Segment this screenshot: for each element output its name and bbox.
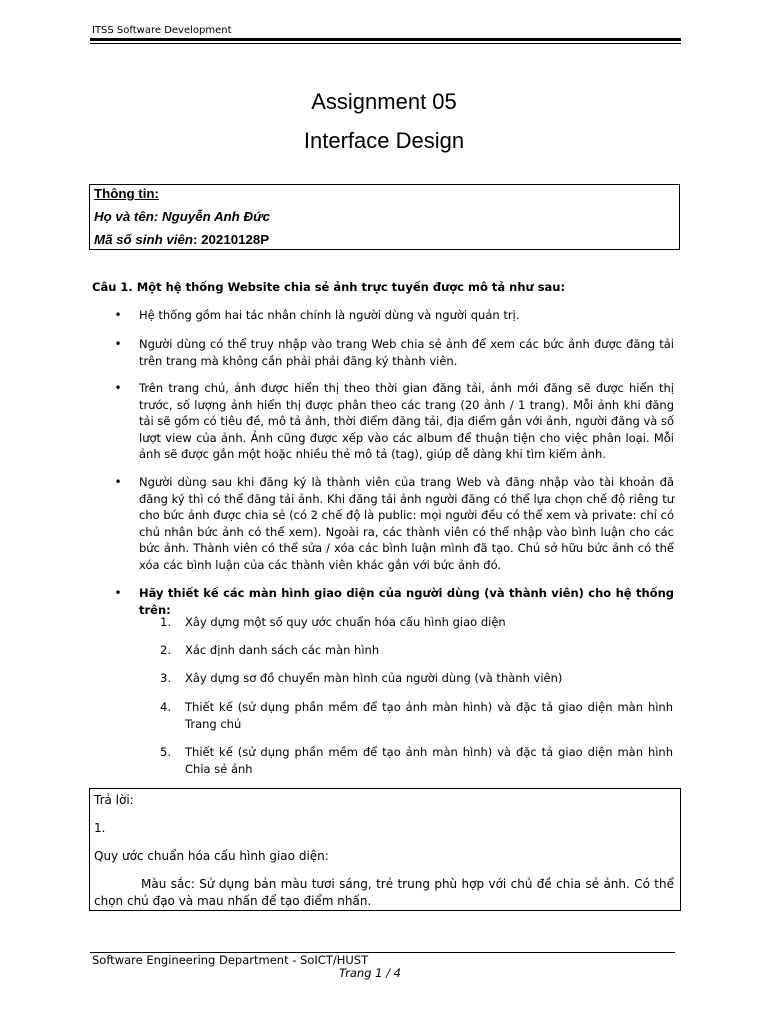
- bullet-marker: •: [114, 475, 122, 489]
- footer-department: Software Engineering Department - SoICT/HUST: [92, 953, 369, 967]
- task-item-2: Xác định danh sách các màn hình: [185, 643, 380, 657]
- info-heading: Thông tin:: [94, 186, 159, 201]
- bullet-item-2: Người dùng có thể truy nhập vào trang Web chia sẻ ảnh để xem các bức ảnh được đăng tải trên trang mà không cần phải phải đăng ký thành viên.: [139, 337, 674, 368]
- answer-subheading: Quy ước chuẩn hóa cấu hình giao diện:: [94, 849, 329, 863]
- question-heading: Câu 1. Một hệ thống Website chia sẻ ảnh trực tuyến được mô tả như sau:: [92, 280, 566, 294]
- student-id-value: : 20210128P: [193, 232, 270, 247]
- student-name-line: [94, 209, 270, 224]
- bullet-marker: •: [114, 586, 122, 600]
- bullet-item-4: Người dùng sau khi đăng ký là thành viên của trang Web và đăng nhập vào tài khoản đã đăng ký thì có thể đăng tải ảnh. Khi đăng tải ảnh người đăng có thể lựa chọn chế độ riêng tư cho bức ảnh được chia sẻ (có 2 chế độ là public: mọi người đều có thể xem và private: chỉ có chủ nhân bức ảnh có thể xem). Ngoài ra, các thành viên có thể nhập vào bình luận cho các bức ảnh. Thành viên có thể sửa / xóa các bình luận mình đã tạo. Chủ sở hữu bức ảnh có thể xóa các bình luận của các thành viên khác gắn với bức ảnh đó.: [139, 475, 674, 572]
- task-number: 5.: [160, 745, 171, 759]
- page-number: Trang 1 / 4: [339, 966, 401, 980]
- task-item-4: Thiết kế (sử dụng phần mềm để tạo ảnh màn hình) và đặc tả giao diện màn hình Trang chủ: [185, 700, 673, 731]
- answer-label: Trả lời:: [94, 793, 134, 807]
- task-number: 2.: [160, 643, 171, 657]
- task-number: 3.: [160, 671, 171, 685]
- answer-box: [89, 788, 681, 911]
- task-item-3: Xây dựng sơ đồ chuyển màn hình của người dùng (và thành viên): [185, 671, 563, 685]
- task-number: 4.: [160, 700, 171, 714]
- student-name-label: Họ và tên:: [94, 209, 162, 224]
- header-rule-thin: [90, 43, 681, 44]
- bullet-marker: •: [114, 381, 122, 395]
- student-id-label: Mã số sinh viên: [94, 232, 194, 247]
- student-name-value: Nguyễn Anh Đức: [161, 209, 270, 224]
- bullet-item-3: Trên trang chủ, ảnh được hiển thị theo thời gian đăng tải, ảnh mới đăng sẽ được hiển thị trước, số lượng ảnh hiển thị được phân theo các trang (20 ảnh / 1 trang). Mỗi ảnh khi đăng tải sẽ gồm có tiêu đề, mô tả ảnh, thời điểm đăng tải, địa điểm gắn với ảnh, người đăng và số lượt view của ảnh. Ảnh cũng được xếp vào các album để thuận tiện cho việc phân loại. Mỗi ảnh sẽ được gắn một hoặc nhiều thẻ mô tả (tag), giúp dễ dàng khi tìm kiếm ảnh.: [139, 381, 674, 461]
- header-text: ITSS Software Development: [92, 25, 232, 36]
- student-info-box: [89, 184, 680, 250]
- answer-number: 1.: [94, 821, 106, 835]
- document-title: Assignment 05: [311, 89, 457, 114]
- task-item-1: Xây dựng một số quy ước chuẩn hóa cấu hình giao diện: [185, 615, 506, 629]
- task-item-5: Thiết kế (sử dụng phần mềm để tạo ảnh màn hình) và đặc tả giao diện màn hình Chia sẻ ảnh: [185, 745, 673, 776]
- bullet-marker: •: [114, 337, 122, 351]
- header-rule-thick: [90, 38, 681, 41]
- answer-text: Màu sắc: Sử dụng bản màu tươi sáng, trẻ trung phù hợp với chủ đề chia sẻ ảnh. Có thể chọn chủ đạo và mau nhấn để tạo điểm nhấn.: [94, 877, 674, 908]
- task-number: 1.: [160, 615, 171, 629]
- bullet-marker: •: [114, 308, 122, 322]
- document-subtitle: Interface Design: [303, 128, 465, 153]
- student-id-line: [94, 232, 269, 247]
- bullet-item-5: Hãy thiết kế các màn hình giao diện của người dùng (và thành viên) cho hệ thống trên:: [139, 586, 674, 617]
- bullet-item-1: Hệ thống gồm hai tác nhân chính là người dùng và người quản trị.: [139, 308, 520, 322]
